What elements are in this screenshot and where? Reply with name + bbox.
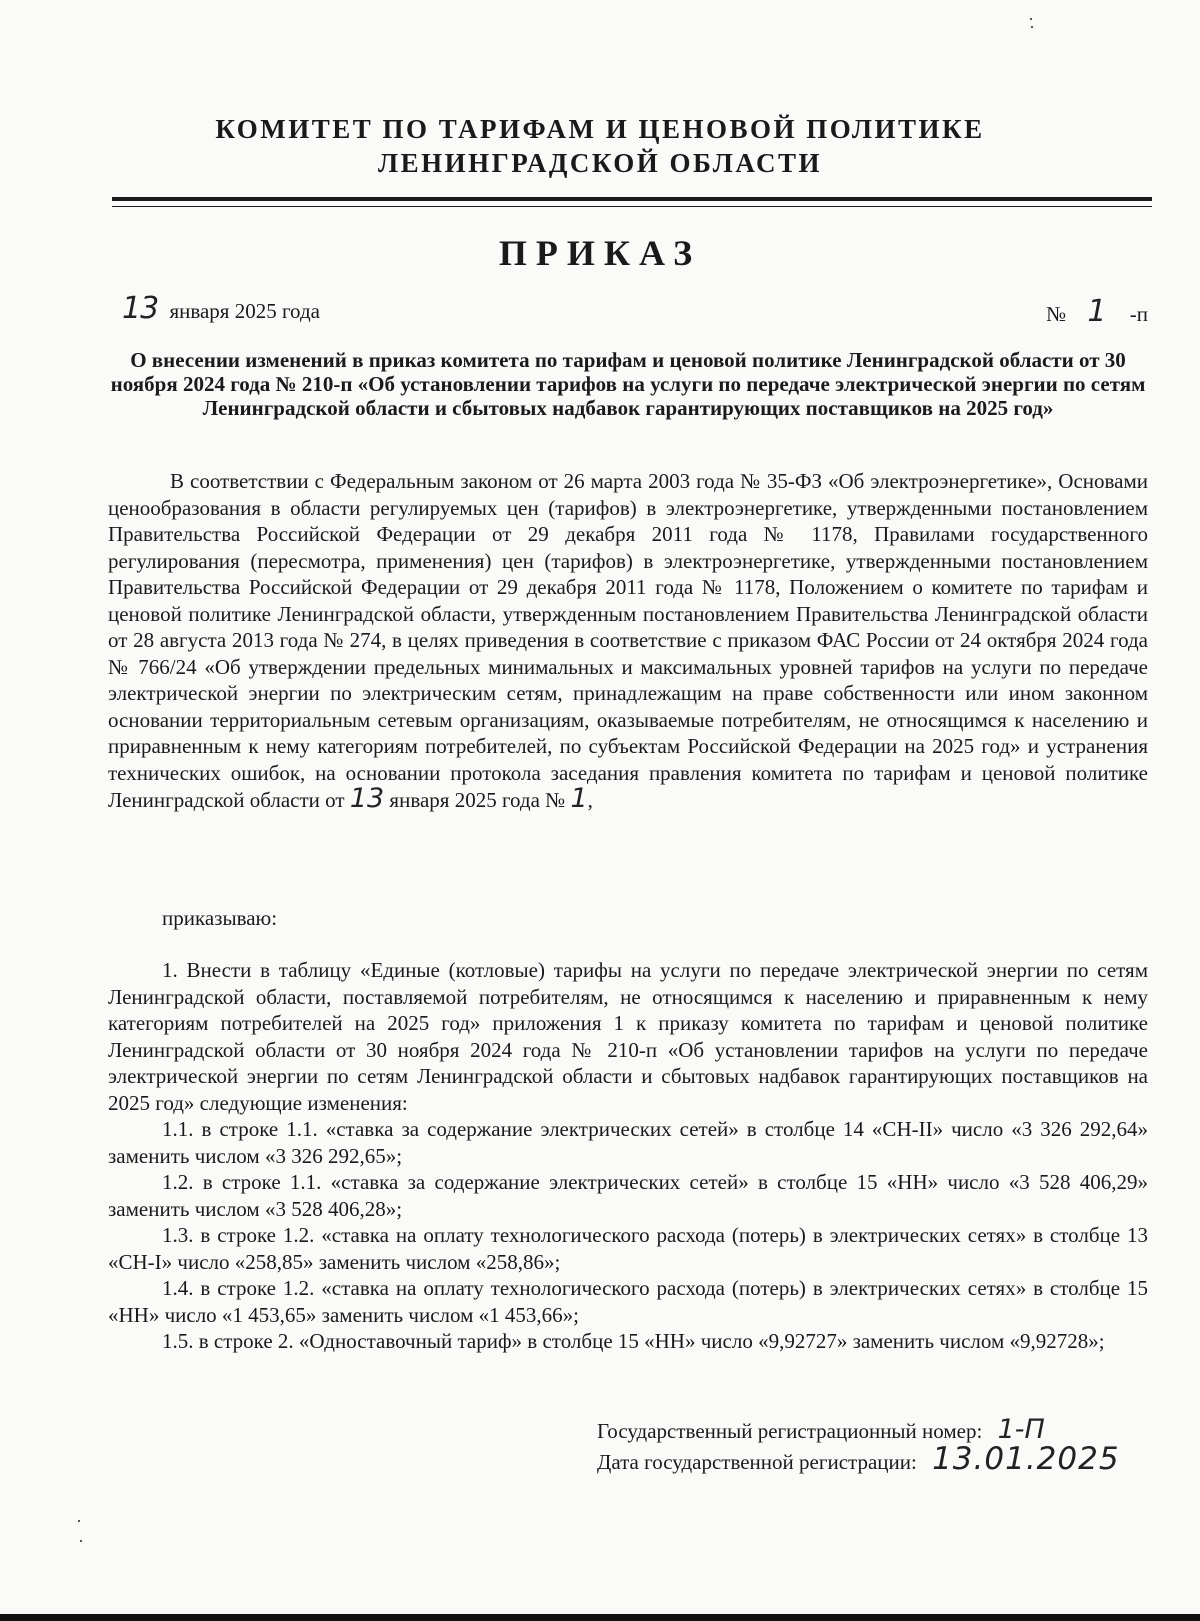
order-item: 1.4. в строке 1.2. «ставка на оплату технологического расхода (потерь) в электрических сетях» в столбце 15 «НН» число «1 453,65» заменить числом «1 453,66»; [108,1276,1148,1327]
preamble-text: В соответствии с Федеральным законом от 26 марта 2003 года № 35-ФЗ «Об электроэнергетике», Основами ценообразования в области регулируемых цен (тарифов) в электроэнергетике, утвержденными постановлением Правительства Российской Федерации от 29 декабря 2011 года № 1178, Правилами государственного регулирования (пересмотра, применения) цен (тарифов) в электроэнергетике, утвержденными постановлением Правительства Российской Федерации от 29 декабря 2011 года № 1178, Положением о комитете по тарифам и ценовой политике Ленинградской области, утвержденным постановлением Правительства Ленинградской области от 28 августа 2013 года № 274, в целях приведения в соответствие с приказом ФАС России от 24 октября 2024 года № 766/24 «Об утверждении предельных минимальных и максимальных уровней тарифов на услуги по передаче электрической энергии по электрическим сетям, принадлежащим на праве собственности или ином законном основании территориальным сетевым организациям, оказываемые потребителям, не относящимся к населению и приравненным к нему категориям потребителей, по субъектам Российской Федерации на 2025 год» и устранения технических ошибок, на основании протокола заседания правления комитета по тарифам и ценовой политике Ленинградской области от [108,469,1148,812]
handwritten-registration-number: 1-П [997,1414,1045,1445]
order-item: 1.3. в строке 1.2. «ставка на оплату технологического расхода (потерь) в электрических сетях» в столбце 13 «СН-I» число «258,85» заменить числом «258,86»; [108,1223,1148,1274]
document-number [1046,294,1148,329]
order-word: приказываю: [162,906,278,930]
authority-line-1: КОМИТЕТ ПО ТАРИФАМ И ЦЕНОВОЙ ПОЛИТИКЕ [215,114,985,144]
document-subject: О внесении изменений в приказ комитета по тарифам и ценовой политике Ленинградской области от 30 ноября 2024 года № 210-п «Об установлении тарифов на услуги по передаче электрической энергии по сетям Ленинградской области и сбытовых надбавок гарантирующих поставщиков на 2025 год» [110,348,1146,420]
order-item: 1. Внести в таблицу «Единые (котловые) тарифы на услуги по передаче электрической энергии по сетям Ленинградской области, поставляемой потребителям, не относящимся к населению и приравненным к нему категориям потребителей на 2025 год» приложения 1 к приказу комитета по тарифам и ценовой политике Ленинградской области от 30 ноября 2024 года № 210-п «Об установлении тарифов на услуги по передаче электрической энергии по сетям Ленинградской области и сбытовых надбавок гарантирующих поставщиков на 2025 год» следующие изменения: [108,958,1148,1115]
scan-speck [80,1540,82,1542]
number-suffix: -п [1129,302,1148,326]
document-date [122,291,320,326]
registration-number-label: Государственный регистрационный номер: [597,1419,983,1443]
scan-bottom-edge [0,1614,1200,1621]
handwritten-registration-date: 13.01.2025 [932,1441,1120,1477]
handwritten-protocol-number: 1 [570,783,588,814]
handwritten-protocol-day: 13 [349,783,385,814]
number-sign: № [1046,302,1067,326]
scan-speck [78,1520,80,1522]
header-rule-thin [112,206,1152,207]
preamble-text-end: , [587,788,593,812]
preamble-text-after-day: января 2025 года № [389,788,566,812]
order-item: 1.2. в строке 1.1. «ставка за содержание электрических сетей» в столбце 15 «НН» число «3 528 406,29» заменить числом «3 528 406,28»; [108,1170,1148,1221]
issuing-authority [100,112,1100,180]
handwritten-number: 1 [1087,294,1107,329]
registration-date-label: Дата государственной регистрации: [597,1450,917,1474]
scan-speck [1030,18,1032,20]
order-items [108,957,1148,1355]
authority-line-2: ЛЕНИНГРАДСКОЙ ОБЛАСТИ [377,148,823,178]
registration-block [597,1416,1120,1476]
handwritten-date-day: 13 [122,291,159,326]
date-text: января 2025 года [169,299,320,323]
preamble-paragraph [108,468,1148,814]
order-item: 1.5. в строке 2. «Одноставочный тариф» в столбце 15 «НН» число «9,92727» заменить числом «9,92728»; [162,1329,1105,1353]
registration-date-line [597,1441,1120,1477]
document-type: ПРИКАЗ [498,233,702,273]
order-item: 1.1. в строке 1.1. «ставка за содержание электрических сетей» в столбце 14 «СН-II» число «3 326 292,64» заменить числом «3 326 292,65»; [108,1117,1148,1168]
scan-speck [1031,26,1033,28]
header-rule-thick [112,197,1152,201]
